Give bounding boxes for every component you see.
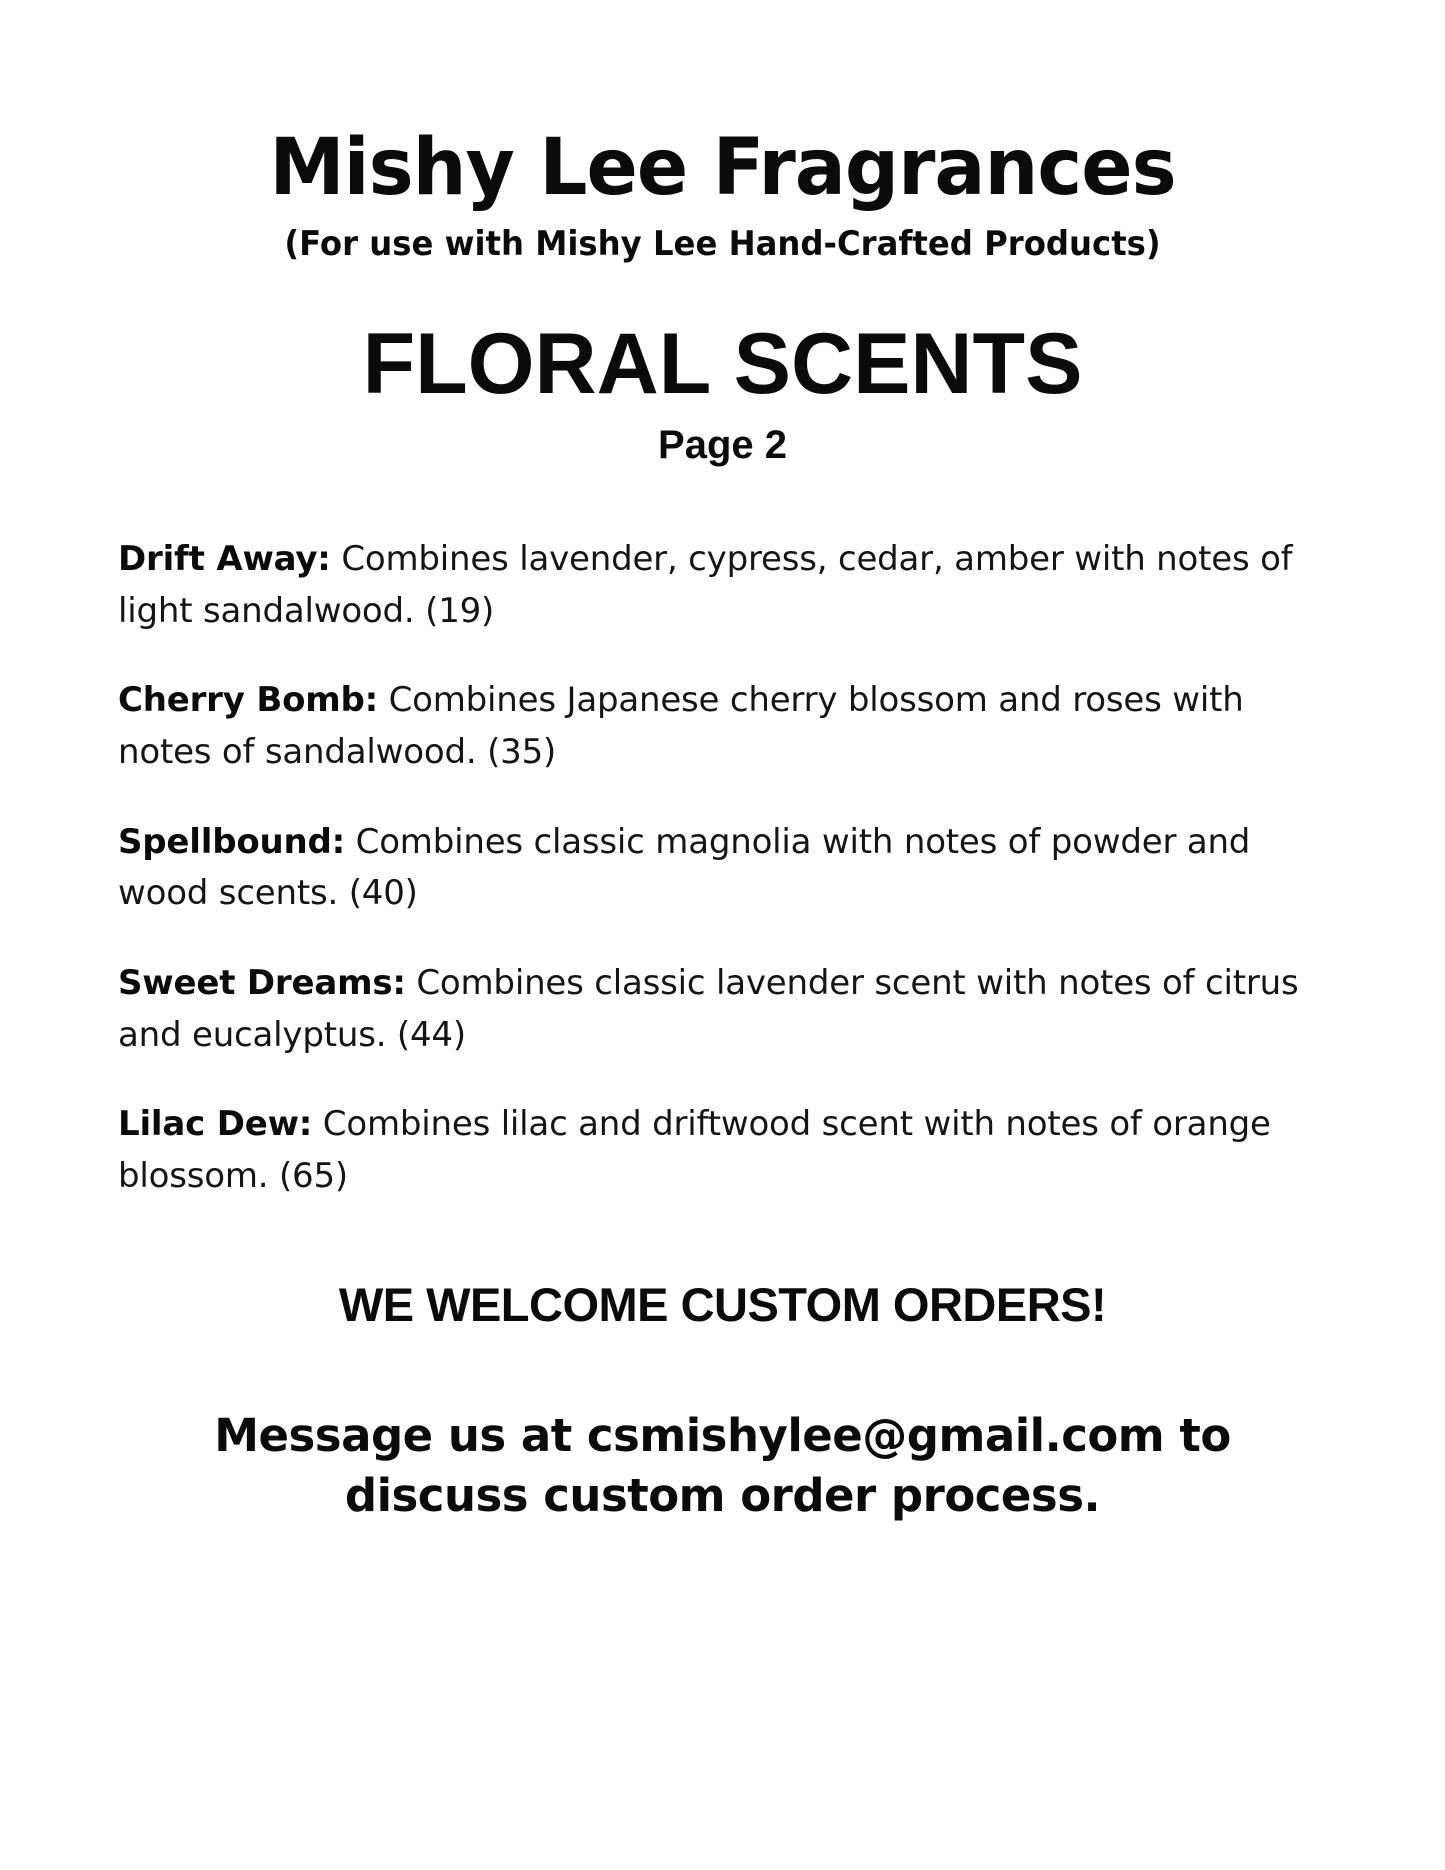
fragrance-name: Sweet Dreams: (118, 963, 406, 1004)
page-number: Page 2 (658, 422, 787, 467)
fragrance-description: Combines lilac and driftwood scent with notes of orange blossom. (65) (118, 1104, 1271, 1197)
list-item (118, 817, 1327, 920)
fragrance-name: Drift Away: (118, 538, 331, 579)
fragrance-description: Combines lavender, cypress, cedar, amber with notes of light sandalwood. (19) (118, 538, 1293, 631)
list-item (118, 1099, 1327, 1202)
fragrance-description: Combines classic lavender scent with notes of citrus and eucalyptus. (44) (118, 963, 1299, 1055)
brand-subtitle: (For use with Mishy Lee Hand-Crafted Products) (284, 223, 1161, 264)
fragrance-name: Cherry Bomb: (118, 680, 378, 721)
fragrance-list (118, 534, 1327, 1203)
fragrance-description: Combines classic magnolia with notes of powder and wood scents. (40) (118, 821, 1251, 914)
fragrance-name: Spellbound: (118, 821, 346, 862)
section-title: FLORAL SCENTS (362, 315, 1083, 412)
fragrance-name: Lilac Dew: (118, 1104, 313, 1145)
fragrance-description: Combines Japanese cherry blossom and roses with notes of sandalwood. (35) (118, 680, 1244, 772)
list-item (118, 958, 1327, 1061)
document-header (0, 0, 1445, 468)
list-item (118, 675, 1327, 778)
brand-title: Mishy Lee Fragrances (269, 123, 1176, 213)
custom-orders-heading: WE WELCOME CUSTOM ORDERS! (338, 1277, 1107, 1331)
contact-message: Message us at csmishylee@gmail.com to discuss custom order process. (214, 1408, 1231, 1523)
list-item (118, 534, 1327, 637)
